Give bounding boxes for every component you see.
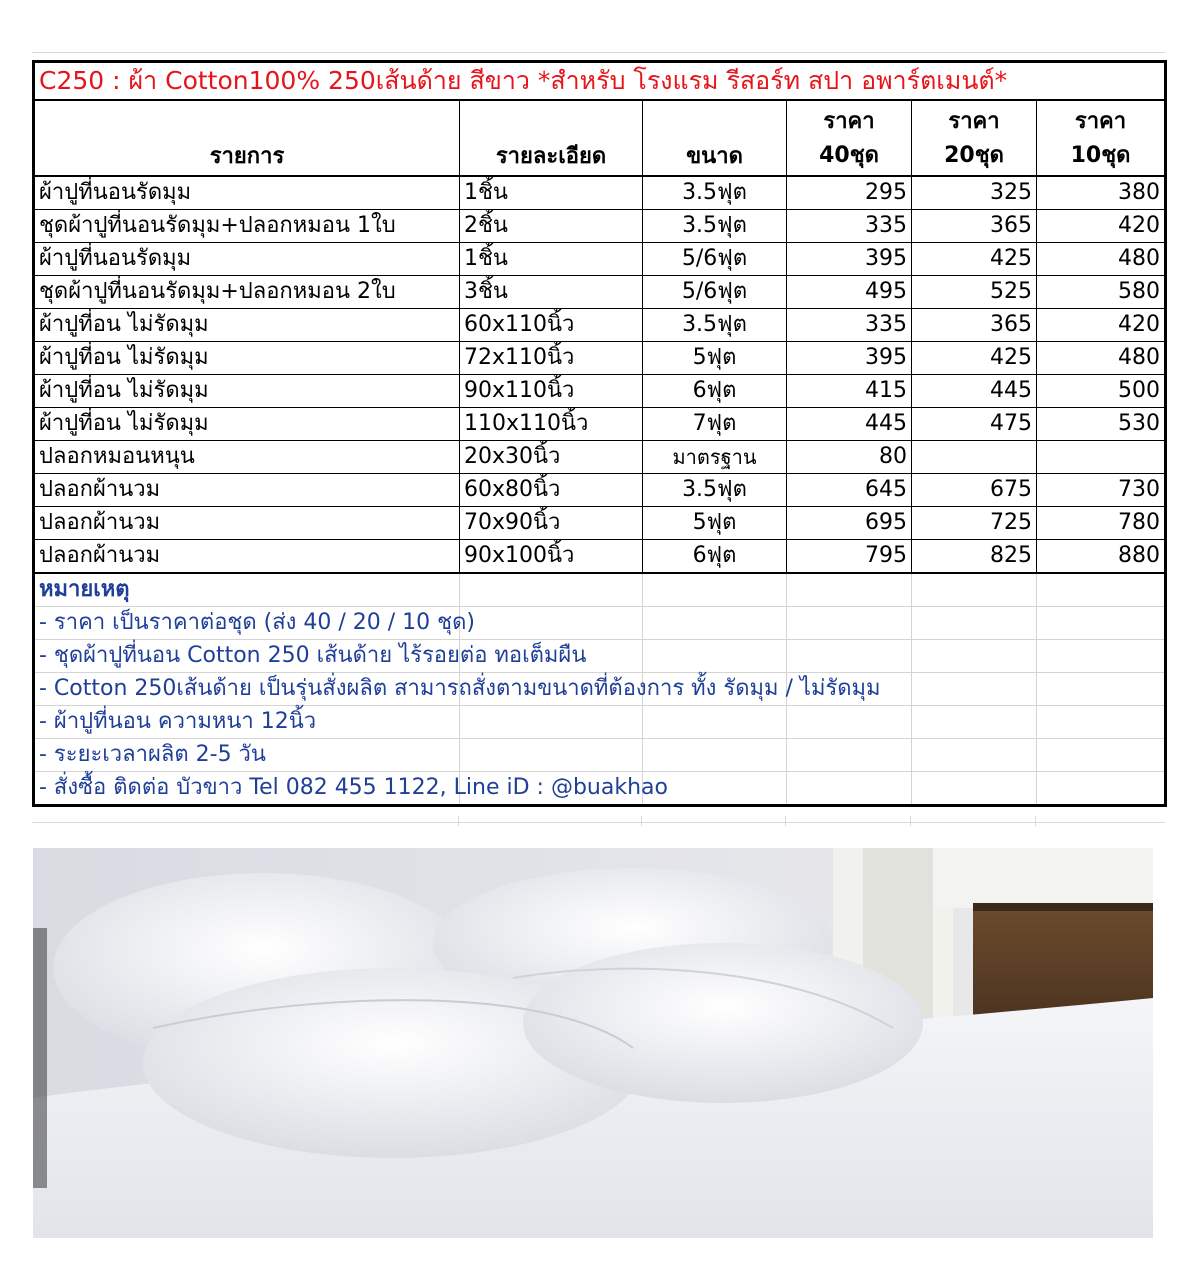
cell-detail: 110x110นิ้ว bbox=[460, 408, 643, 441]
cell-price-20: 365 bbox=[912, 210, 1037, 243]
table-row bbox=[34, 342, 1166, 375]
empty-cell bbox=[787, 607, 912, 640]
note-text: - Cotton 250เส้นด้าย เป็นรุ่นสั่งผลิต สามารถสั่งตามขนาดที่ต้องการ ทั้ง รัดมุม / ไม่รัดมุม bbox=[34, 673, 460, 706]
cell-item: ปลอกผ้านวม bbox=[34, 540, 460, 574]
table-row bbox=[34, 210, 1166, 243]
price-label: ราคา bbox=[1074, 109, 1127, 134]
table-row bbox=[34, 441, 1166, 474]
note-text: - ผ้าปูที่นอน ความหนา 12นิ้ว bbox=[34, 706, 460, 739]
cell-price-40: 445 bbox=[787, 408, 912, 441]
bed-photo bbox=[33, 848, 1153, 1238]
cell-item: ปลอกผ้านวม bbox=[34, 507, 460, 540]
cell-price-40: 645 bbox=[787, 474, 912, 507]
cell-price-20: 525 bbox=[912, 276, 1037, 309]
cell-item: ผ้าปูที่นอนรัดมุม bbox=[34, 176, 460, 210]
cell-price-40: 415 bbox=[787, 375, 912, 408]
cell-price-20: 675 bbox=[912, 474, 1037, 507]
header-detail: รายละเอียด bbox=[460, 100, 643, 176]
cell-detail: 90x110นิ้ว bbox=[460, 375, 643, 408]
cell-price-10: 480 bbox=[1037, 243, 1166, 276]
gridline bbox=[32, 52, 1165, 53]
empty-cell bbox=[912, 772, 1037, 806]
empty-cell bbox=[460, 607, 643, 640]
cell-price-10: 480 bbox=[1037, 342, 1166, 375]
cell-item: ผ้าปูที่อน ไม่รัดมุม bbox=[34, 342, 460, 375]
empty-cell bbox=[1037, 772, 1166, 806]
price-label: ราคา bbox=[823, 109, 875, 134]
cell-price-20: 825 bbox=[912, 540, 1037, 574]
empty-cell bbox=[912, 706, 1037, 739]
cell-item: ปลอกหมอนหนุน bbox=[34, 441, 460, 474]
cell-item: ชุดผ้าปูที่นอนรัดมุม+ปลอกหมอน 2ใบ bbox=[34, 276, 460, 309]
cell-price-40: 395 bbox=[787, 243, 912, 276]
cell-price-10 bbox=[1037, 441, 1166, 474]
gridline bbox=[458, 816, 459, 826]
header-row bbox=[34, 100, 1166, 176]
empty-cell bbox=[787, 772, 912, 806]
bed-illustration bbox=[33, 848, 1153, 1238]
cell-price-10: 500 bbox=[1037, 375, 1166, 408]
cell-price-40: 80 bbox=[787, 441, 912, 474]
cell-item: ชุดผ้าปูที่นอนรัดมุม+ปลอกหมอน 1ใบ bbox=[34, 210, 460, 243]
cell-price-10: 420 bbox=[1037, 309, 1166, 342]
cell-price-40: 695 bbox=[787, 507, 912, 540]
notes-heading-row bbox=[34, 573, 1166, 607]
cell-detail: 60x110นิ้ว bbox=[460, 309, 643, 342]
gridline bbox=[641, 816, 642, 826]
cell-size: 5ฟุต bbox=[643, 342, 787, 375]
gridline bbox=[1035, 816, 1036, 826]
empty-cell bbox=[787, 739, 912, 772]
gridline bbox=[32, 822, 1165, 823]
cell-price-20: 325 bbox=[912, 176, 1037, 210]
title-row bbox=[34, 62, 1166, 101]
cell-size: 3.5ฟุต bbox=[643, 210, 787, 243]
cell-size: 3.5ฟุต bbox=[643, 309, 787, 342]
note-text: - สั่งซื้อ ติดต่อ บัวขาว Tel 082 455 1122, Line iD : @buakhao bbox=[34, 772, 460, 806]
empty-cell bbox=[787, 640, 912, 673]
cell-size: 5/6ฟุต bbox=[643, 243, 787, 276]
empty-cell bbox=[460, 573, 643, 607]
cell-detail: 1ชิ้น bbox=[460, 243, 643, 276]
cell-detail: 60x80นิ้ว bbox=[460, 474, 643, 507]
cell-item: ผ้าปูที่อน ไม่รัดมุม bbox=[34, 375, 460, 408]
empty-cell bbox=[912, 607, 1037, 640]
cell-size: มาตรฐาน bbox=[643, 441, 787, 474]
cell-detail: 70x90นิ้ว bbox=[460, 507, 643, 540]
notes-heading: หมายเหตุ bbox=[34, 573, 460, 607]
cell-price-40: 335 bbox=[787, 210, 912, 243]
cell-size: 7ฟุต bbox=[643, 408, 787, 441]
cell-price-20: 365 bbox=[912, 309, 1037, 342]
empty-cell bbox=[1037, 706, 1166, 739]
price-qty: 20ชุด bbox=[944, 143, 1004, 168]
table-row bbox=[34, 540, 1166, 574]
cell-price-40: 395 bbox=[787, 342, 912, 375]
gridline bbox=[785, 816, 786, 826]
cell-price-10: 380 bbox=[1037, 176, 1166, 210]
cell-price-40: 795 bbox=[787, 540, 912, 574]
empty-cell bbox=[1037, 673, 1166, 706]
cell-item: ผ้าปูที่นอนรัดมุม bbox=[34, 243, 460, 276]
cell-detail: 72x110นิ้ว bbox=[460, 342, 643, 375]
cell-price-10: 580 bbox=[1037, 276, 1166, 309]
empty-cell bbox=[1037, 573, 1166, 607]
empty-cell bbox=[1037, 739, 1166, 772]
cell-size: 3.5ฟุต bbox=[643, 474, 787, 507]
empty-cell bbox=[912, 739, 1037, 772]
price-label: ราคา bbox=[948, 109, 1000, 134]
cell-size: 5/6ฟุต bbox=[643, 276, 787, 309]
cell-item: ผ้าปูที่อน ไม่รัดมุม bbox=[34, 408, 460, 441]
empty-cell bbox=[787, 706, 912, 739]
cell-price-10: 530 bbox=[1037, 408, 1166, 441]
cell-detail: 20x30นิ้ว bbox=[460, 441, 643, 474]
cell-price-40: 495 bbox=[787, 276, 912, 309]
price-table bbox=[32, 60, 1167, 807]
cell-detail: 2ชิ้น bbox=[460, 210, 643, 243]
note-row bbox=[34, 706, 1166, 739]
empty-cell bbox=[1037, 640, 1166, 673]
cell-price-20: 445 bbox=[912, 375, 1037, 408]
empty-cell bbox=[912, 673, 1037, 706]
empty-cell bbox=[1037, 607, 1166, 640]
header-price-10 bbox=[1037, 100, 1166, 176]
cell-price-10: 730 bbox=[1037, 474, 1166, 507]
cell-price-20: 425 bbox=[912, 342, 1037, 375]
note-text: - ระยะเวลาผลิต 2-5 วัน bbox=[34, 739, 460, 772]
empty-cell bbox=[912, 573, 1037, 607]
cell-price-20: 725 bbox=[912, 507, 1037, 540]
cell-price-40: 335 bbox=[787, 309, 912, 342]
table-row bbox=[34, 375, 1166, 408]
cell-size: 3.5ฟุต bbox=[643, 176, 787, 210]
empty-cell bbox=[643, 573, 787, 607]
empty-cell bbox=[787, 573, 912, 607]
note-row bbox=[34, 739, 1166, 772]
header-price-40 bbox=[787, 100, 912, 176]
empty-cell bbox=[643, 640, 787, 673]
header-item: รายการ bbox=[34, 100, 460, 176]
cell-detail: 3ชิ้น bbox=[460, 276, 643, 309]
price-qty: 10ชุด bbox=[1070, 143, 1131, 168]
empty-cell bbox=[643, 607, 787, 640]
table-row bbox=[34, 309, 1166, 342]
header-size: ขนาด bbox=[643, 100, 787, 176]
cell-price-10: 780 bbox=[1037, 507, 1166, 540]
empty-cell bbox=[643, 739, 787, 772]
cell-size: 6ฟุต bbox=[643, 375, 787, 408]
note-row bbox=[34, 673, 1166, 706]
cell-detail: 1ชิ้น bbox=[460, 176, 643, 210]
table-row bbox=[34, 507, 1166, 540]
empty-cell bbox=[460, 739, 643, 772]
note-text: - ราคา เป็นราคาต่อชุด (ส่ง 40 / 20 / 10 ชุด) bbox=[34, 607, 460, 640]
cell-detail: 90x100นิ้ว bbox=[460, 540, 643, 574]
cell-item: ผ้าปูที่อน ไม่รัดมุม bbox=[34, 309, 460, 342]
cell-item: ปลอกผ้านวม bbox=[34, 474, 460, 507]
header-price-20 bbox=[912, 100, 1037, 176]
cell-price-40: 295 bbox=[787, 176, 912, 210]
cell-price-20 bbox=[912, 441, 1037, 474]
table-row bbox=[34, 243, 1166, 276]
table-row bbox=[34, 408, 1166, 441]
table-row bbox=[34, 276, 1166, 309]
cell-price-20: 475 bbox=[912, 408, 1037, 441]
cell-price-20: 425 bbox=[912, 243, 1037, 276]
table-row bbox=[34, 176, 1166, 210]
cell-price-10: 420 bbox=[1037, 210, 1166, 243]
gridline bbox=[910, 816, 911, 826]
price-qty: 40ชุด bbox=[819, 143, 879, 168]
note-text: - ชุดผ้าปูที่นอน Cotton 250 เส้นด้าย ไร้รอยต่อ ทอเต็มผืน bbox=[34, 640, 460, 673]
note-row bbox=[34, 640, 1166, 673]
table-row bbox=[34, 474, 1166, 507]
empty-cell bbox=[460, 706, 643, 739]
cell-price-10: 880 bbox=[1037, 540, 1166, 574]
note-row bbox=[34, 607, 1166, 640]
note-row bbox=[34, 772, 1166, 806]
empty-cell bbox=[643, 706, 787, 739]
cell-size: 6ฟุต bbox=[643, 540, 787, 574]
page-title: C250 : ผ้า Cotton100% 250เส้นด้าย สีขาว *สำหรับ โรงแรม รีสอร์ท สปา อพาร์ตเมนต์* bbox=[34, 62, 1166, 101]
cell-size: 5ฟุต bbox=[643, 507, 787, 540]
empty-cell bbox=[912, 640, 1037, 673]
